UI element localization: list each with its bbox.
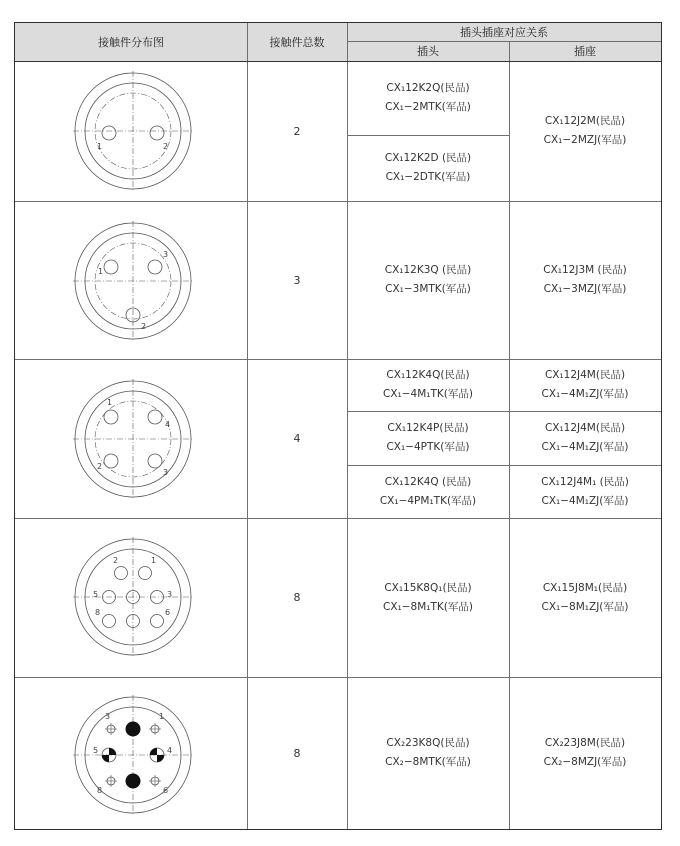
pin-label: 2 — [113, 556, 119, 565]
pin-label: 4 — [165, 420, 171, 429]
pin-label: 6 — [165, 608, 171, 617]
header-layout: 接触件分布图 — [98, 36, 164, 49]
row3-plug-c: CX₁12K4Q (民品) CX₁−4PM₁TK(军品) — [379, 475, 477, 507]
row3-socket-a: CX₁12J4M(民品) CX₁−4M₁ZJ(军品) — [541, 369, 629, 400]
pin-label: 3 — [167, 590, 173, 599]
connector-table — [14, 22, 662, 830]
row4-plug: CX₁15K8Q₁(民品) CX₁−8M₁TK(军品) — [383, 581, 473, 613]
pin-label: 2 — [163, 142, 169, 151]
pin-label: 2 — [141, 322, 147, 331]
row4-total: 8 — [293, 591, 301, 604]
row3-socket-b: CX₁12J4M(民品) CX₁−4M₁ZJ(军品) — [541, 422, 629, 453]
pin-label: 1 — [151, 556, 157, 565]
row1-total: 2 — [293, 124, 301, 138]
row5-plug: CX₂23K8Q(民品) CX₂−8MTK(军品) — [385, 737, 471, 768]
header-plug: 插头 — [417, 45, 439, 58]
contact-layout-4-diagram — [71, 377, 195, 501]
row2-plug: CX₁12K3Q (民品) CX₁−3MTK(军品) — [384, 264, 472, 295]
pin-label: 1 — [159, 712, 165, 721]
row5-socket: CX₂23J8M(民品) CX₂−8MZJ(军品) — [543, 737, 627, 768]
row5-total: 8 — [293, 746, 301, 760]
pin-label: 5 — [93, 590, 99, 599]
contact-layout-3-diagram — [71, 219, 195, 343]
row3-plug-a: CX₁12K4Q(民品) CX₁−4M₁TK(军品) — [383, 369, 473, 400]
header-socket: 插座 — [574, 45, 596, 58]
row3-total: 4 — [293, 432, 301, 445]
row2-socket: CX₁12J3M (民品) CX₁−3MZJ(军品) — [543, 264, 627, 295]
row1-plug-a: CX₁12K2Q(民品) CX₁−2MTK(军品) — [385, 82, 471, 113]
pin-label: 5 — [93, 746, 99, 755]
pin-label: 8 — [95, 608, 101, 617]
pin-label: 3 — [163, 468, 169, 477]
pin-label: 3 — [163, 250, 169, 259]
contact-layout-2-diagram — [71, 69, 195, 193]
row2-total: 3 — [293, 273, 301, 287]
row4-socket: CX₁15J8M₁(民品) CX₁−8M₁ZJ(军品) — [541, 581, 629, 613]
row1-socket: CX₁12J2M(民品) CX₁−2MZJ(军品) — [543, 115, 627, 146]
pin-label: 4 — [167, 746, 173, 755]
pin-label: 1 — [98, 267, 104, 276]
row3-plug-b: CX₁12K4P(民品) CX₁−4PTK(军品) — [386, 422, 470, 453]
row1-plug-b: CX₁12K2D (民品) CX₁−2DTK(军品) — [384, 152, 472, 183]
pin-label: 2 — [97, 462, 103, 471]
header-count: 接触件总数 — [269, 36, 325, 49]
pin-label: 1 — [97, 142, 103, 151]
contact-layout-8b-diagram — [71, 693, 195, 817]
pin-label: 6 — [163, 786, 169, 795]
pin-label: 1 — [107, 398, 113, 407]
pin-label: 3 — [105, 712, 111, 721]
contact-layout-8-diagram — [71, 535, 195, 659]
header-relation: 插头插座对应关系 — [460, 26, 548, 39]
pin-label: 8 — [97, 786, 103, 795]
row3-socket-c: CX₁12J4M₁ (民品) CX₁−4M₁ZJ(军品) — [541, 475, 629, 507]
